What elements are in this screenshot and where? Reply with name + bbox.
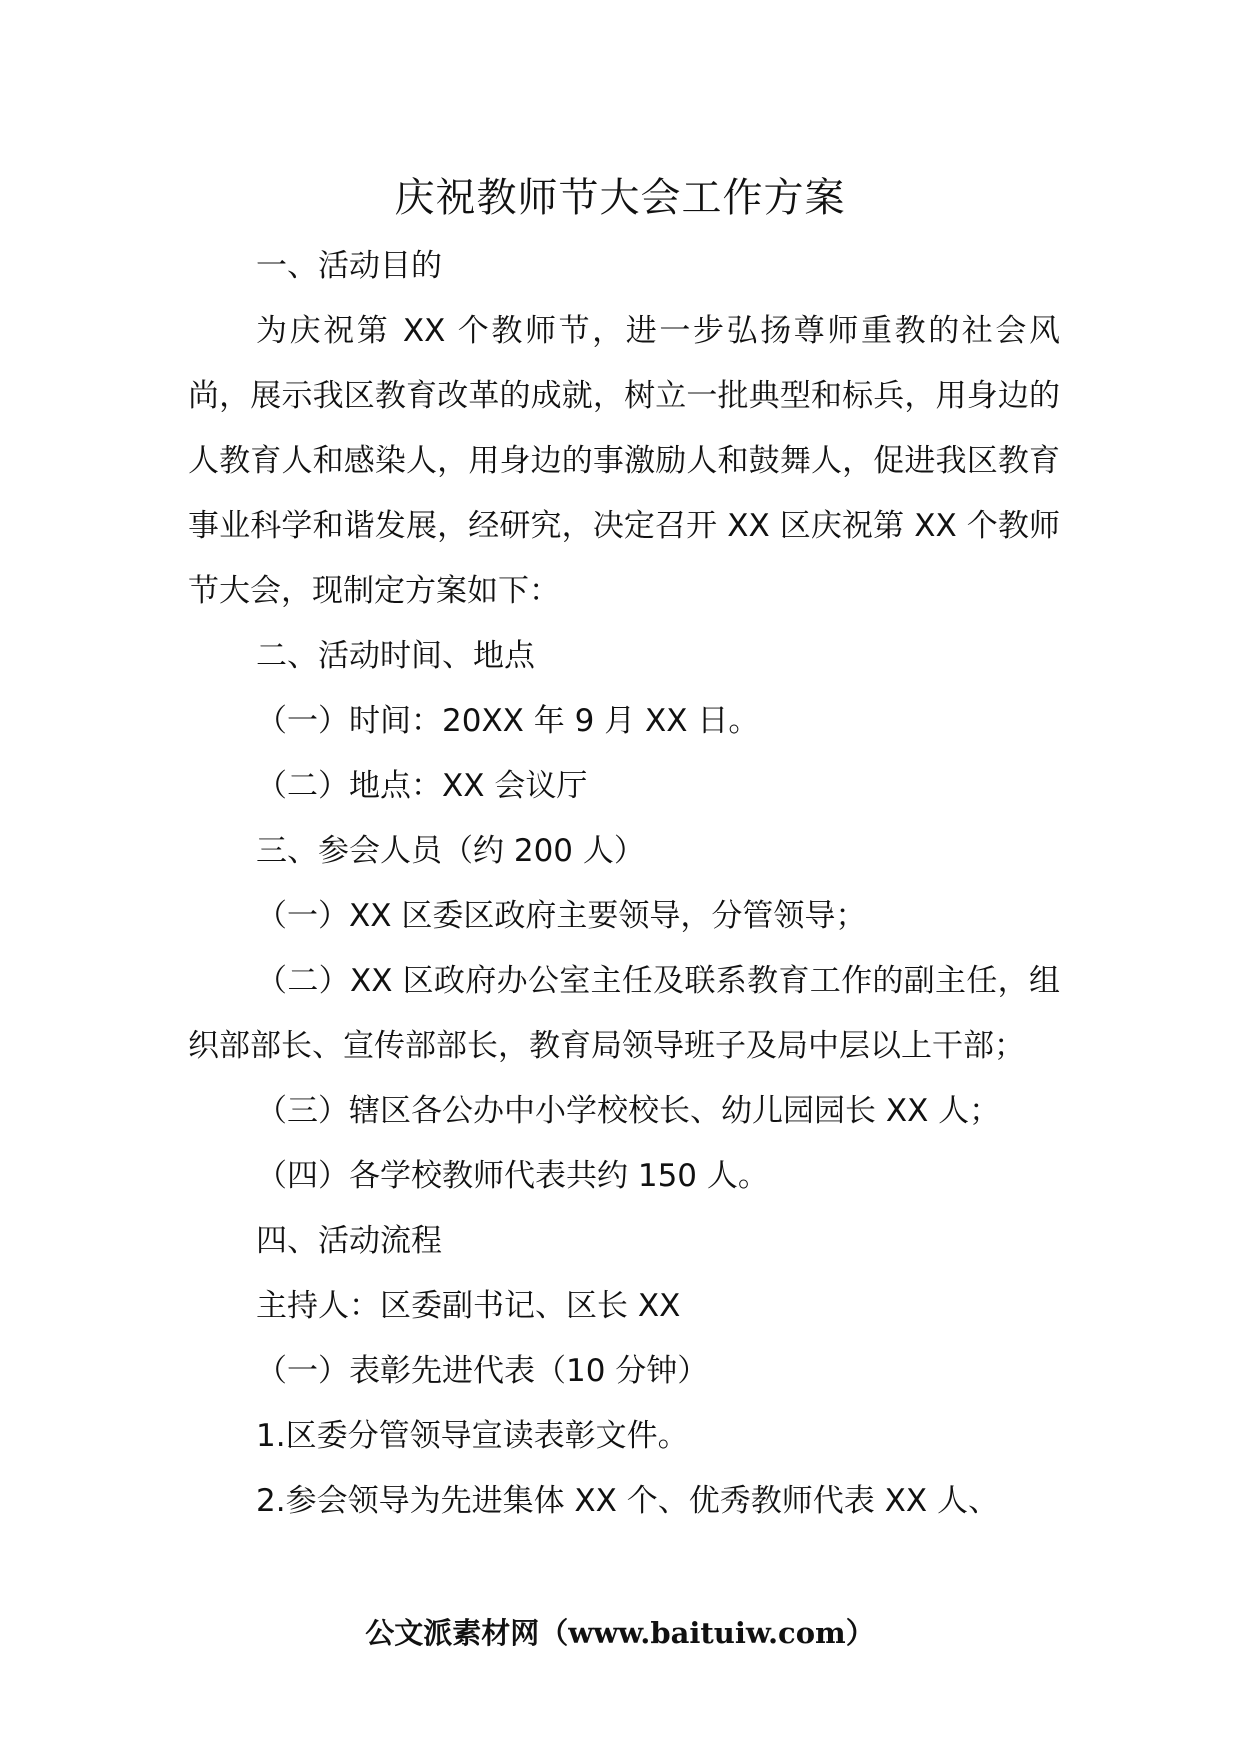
item-attendees-2: （二）XX 区政府办公室主任及联系教育工作的副主任，组织部部长、宣传部部长，教育局领导班子及局中层以上干部； bbox=[188, 963, 1060, 1064]
document-body bbox=[188, 234, 1060, 1534]
step-1: 1.区委分管领导宣读表彰文件。 bbox=[256, 1418, 689, 1454]
heading-attendees: 三、参会人员（约 200 人） bbox=[256, 833, 645, 869]
item-attendees-3: （三）辖区各公办中小学校校长、幼儿园园长 XX 人； bbox=[256, 1093, 1001, 1129]
item-location: （二）地点：XX 会议厅 bbox=[256, 768, 588, 804]
item-time: （一）时间：20XX 年 9 月 XX 日。 bbox=[256, 703, 760, 739]
paragraph-purpose: 为庆祝第 XX 个教师节，进一步弘扬尊师重教的社会风尚，展示我区教育改革的成就，树立一批典型和标兵，用身边的人教育人和感染人，用身边的事激励人和鼓舞人，促进我区教育事业科学和谐发展，经研究，决定召开 XX 区庆祝第 XX 个教师节大会，现制定方案如下： bbox=[188, 313, 1060, 609]
step-2: 2.参会领导为先进集体 XX 个、优秀教师代表 XX 人、 bbox=[256, 1483, 999, 1519]
item-attendees-4: （四）各学校教师代表共约 150 人。 bbox=[256, 1158, 769, 1194]
heading-process: 四、活动流程 bbox=[256, 1223, 442, 1259]
document-title: 庆祝教师节大会工作方案 bbox=[394, 175, 846, 221]
heading-time-location: 二、活动时间、地点 bbox=[256, 638, 535, 674]
item-attendees-1: （一）XX 区委区政府主要领导，分管领导； bbox=[256, 898, 867, 934]
footer-watermark: 公文派素材网（www.baituiw.com） bbox=[365, 1616, 875, 1650]
heading-purpose: 一、活动目的 bbox=[256, 248, 442, 284]
item-commendation: （一）表彰先进代表（10 分钟） bbox=[256, 1353, 709, 1389]
host-line: 主持人：区委副书记、区长 XX bbox=[256, 1288, 681, 1324]
